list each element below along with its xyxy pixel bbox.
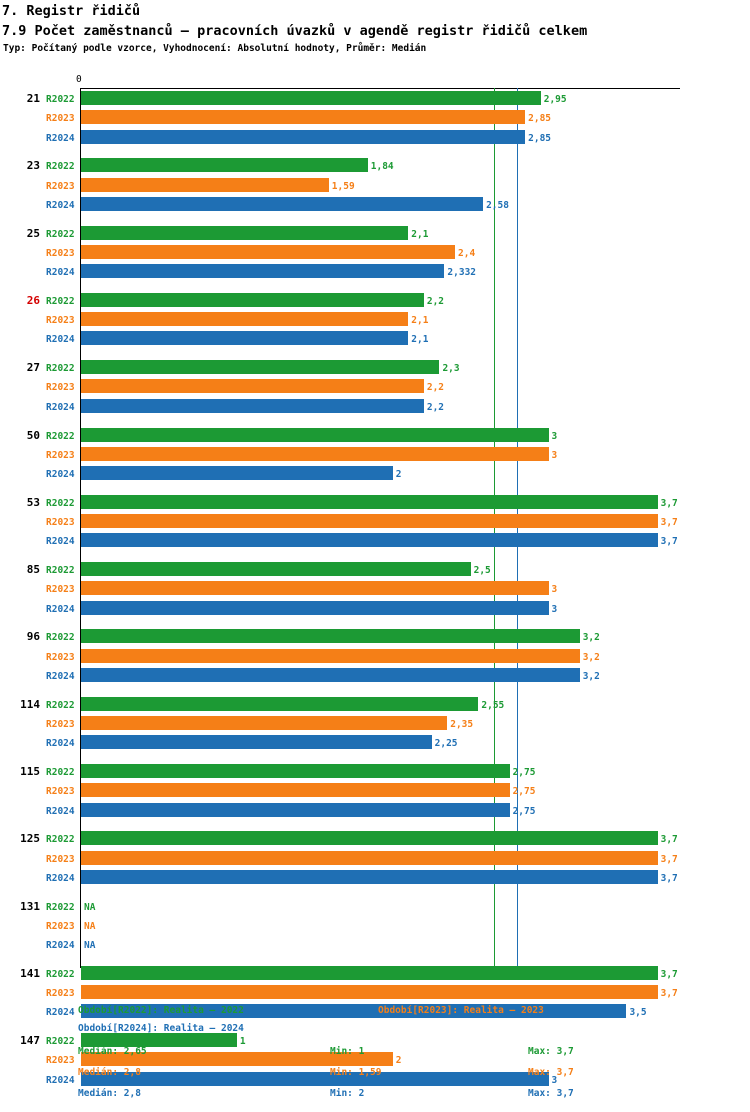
bar-value-label: 2,2 <box>426 401 445 413</box>
bar-row <box>0 91 750 109</box>
bar-value-label: 2,332 <box>447 267 477 279</box>
group-label-27: 27 <box>26 361 40 375</box>
bar-row <box>0 226 750 244</box>
bar-value-na: NA <box>84 901 96 913</box>
series-label-R2023: R2023 <box>46 382 75 394</box>
series-label-R2024: R2024 <box>46 940 75 952</box>
group-label-21: 21 <box>26 92 40 105</box>
series-label-R2023: R2023 <box>46 584 75 596</box>
bar-141-R2022[interactable] <box>81 966 658 980</box>
bar-53-R2023[interactable] <box>81 514 658 528</box>
bar-group <box>0 764 750 822</box>
stats-row <box>0 1067 750 1088</box>
bar-value-label: 2,3 <box>442 363 460 375</box>
group-label-25: 25 <box>26 226 40 240</box>
bar-row <box>0 918 750 936</box>
bar-row <box>0 629 750 647</box>
bar-row <box>0 245 750 263</box>
series-label-R2022: R2022 <box>46 565 75 577</box>
bar-114-R2024[interactable] <box>81 735 432 749</box>
stat-max-2: Max: 3,7 <box>528 1067 574 1078</box>
page-title-section: 7. Registr řidičů <box>2 3 141 19</box>
bar-96-R2023[interactable] <box>81 649 580 663</box>
series-label-R2023: R2023 <box>46 988 75 1000</box>
bar-row <box>0 803 750 821</box>
bar-row <box>0 110 750 128</box>
bar-value-na: NA <box>84 920 96 932</box>
bar-value-label: 2,55 <box>481 699 505 711</box>
series-label-R2023: R2023 <box>46 853 75 865</box>
series-label-R2022: R2022 <box>46 94 75 105</box>
series-label-R2023: R2023 <box>46 920 75 932</box>
bar-row <box>0 264 750 282</box>
bar-23-R2024[interactable] <box>81 197 483 211</box>
series-label-R2022: R2022 <box>46 699 75 711</box>
bar-value-label: 1,59 <box>331 180 355 192</box>
group-label-53: 53 <box>26 495 40 509</box>
bar-27-R2023[interactable] <box>81 379 424 393</box>
series-label-R2024: R2024 <box>46 267 75 279</box>
bar-row <box>0 293 750 311</box>
group-label-147: 147 <box>20 1034 40 1048</box>
bar-group <box>0 495 750 553</box>
series-label-R2022: R2022 <box>46 363 75 375</box>
bar-50-R2024[interactable] <box>81 466 393 480</box>
bar-value-label: 2 <box>395 1055 402 1067</box>
bar-group <box>0 91 750 149</box>
legend-item-2[interactable]: Období[R2023]: Realita – 2023 <box>378 1005 544 1016</box>
stat-min-1: Min: 1 <box>330 1046 365 1057</box>
bar-value-label: 2,75 <box>512 786 536 798</box>
group-label-26: 26 <box>26 293 40 307</box>
bar-group <box>0 697 750 755</box>
bar-53-R2022[interactable] <box>81 495 658 509</box>
bar-group <box>0 226 750 284</box>
bar-value-label: 2,95 <box>543 94 567 105</box>
series-label-R2023: R2023 <box>46 786 75 798</box>
legend-item-1[interactable]: Období[R2022]: Realita – 2022 <box>78 1005 244 1016</box>
group-label-50: 50 <box>26 428 40 442</box>
stat-max-3: Max: 3,7 <box>528 1088 574 1099</box>
bar-value-label: 3,5 <box>629 1007 647 1019</box>
series-label-R2024: R2024 <box>46 132 75 144</box>
series-label-R2024: R2024 <box>46 401 75 413</box>
bar-141-R2023[interactable] <box>81 985 658 999</box>
series-label-R2023: R2023 <box>46 315 75 327</box>
series-label-R2022: R2022 <box>46 497 75 509</box>
series-label-R2023: R2023 <box>46 113 75 125</box>
bar-value-label: 2,85 <box>528 132 552 144</box>
axis-top-line <box>80 88 680 89</box>
bar-value-label: 2,5 <box>473 565 491 577</box>
series-label-R2023: R2023 <box>46 1055 75 1067</box>
bar-114-R2023[interactable] <box>81 716 447 730</box>
series-label-R2022: R2022 <box>46 295 75 307</box>
series-label-R2023: R2023 <box>46 718 75 730</box>
bar-25-R2023[interactable] <box>81 245 455 259</box>
bar-row <box>0 899 750 917</box>
group-label-141: 141 <box>20 966 40 980</box>
bar-group <box>0 562 750 620</box>
bar-115-R2024[interactable] <box>81 803 510 817</box>
series-label-R2024: R2024 <box>46 536 75 548</box>
series-label-R2023: R2023 <box>46 180 75 192</box>
series-label-R2024: R2024 <box>46 872 75 884</box>
series-label-R2024: R2024 <box>46 670 75 682</box>
stat-max-1: Max: 3,7 <box>528 1046 574 1057</box>
series-label-R2023: R2023 <box>46 247 75 259</box>
bar-value-label: 3,7 <box>660 872 678 884</box>
bar-value-label: 2,85 <box>528 113 552 125</box>
bar-value-label: 2,58 <box>486 199 509 211</box>
bar-value-label: 2,35 <box>450 718 474 730</box>
bar-row <box>0 312 750 330</box>
bar-row <box>0 649 750 667</box>
chart-stats <box>0 1046 750 1109</box>
bar-27-R2022[interactable] <box>81 360 439 374</box>
series-label-R2022: R2022 <box>46 834 75 846</box>
bar-115-R2023[interactable] <box>81 783 510 797</box>
series-label-R2022: R2022 <box>46 430 75 442</box>
series-label-R2023: R2023 <box>46 449 75 461</box>
bar-group <box>0 629 750 687</box>
bar-53-R2024[interactable] <box>81 533 658 547</box>
group-label-96: 96 <box>26 630 40 644</box>
legend-row <box>0 1023 750 1041</box>
bar-group <box>0 293 750 351</box>
bar-row <box>0 581 750 599</box>
bar-row <box>0 831 750 849</box>
bar-50-R2023[interactable] <box>81 447 549 461</box>
group-label-125: 125 <box>20 832 40 846</box>
bar-value-label: 2,2 <box>426 295 445 307</box>
bar-value-label: 3 <box>551 1074 558 1086</box>
bar-value-label: 3,7 <box>660 536 678 548</box>
bar-row <box>0 937 750 955</box>
bar-row <box>0 764 750 782</box>
bar-row <box>0 668 750 686</box>
bar-value-label: 3,2 <box>582 651 600 663</box>
bar-value-label: 3,7 <box>660 988 678 1000</box>
bar-row <box>0 601 750 619</box>
bar-85-R2022[interactable] <box>81 562 471 576</box>
bar-value-label: 2,25 <box>434 738 458 750</box>
bar-value-label: 3,7 <box>660 968 678 980</box>
bar-value-label: 2,75 <box>512 805 536 817</box>
stats-row <box>0 1046 750 1067</box>
bar-21-R2023[interactable] <box>81 110 525 124</box>
bar-group <box>0 831 750 889</box>
series-label-R2022: R2022 <box>46 968 75 980</box>
series-label-R2024: R2024 <box>46 334 75 346</box>
stat-min-2: Min: 1,59 <box>330 1067 382 1078</box>
bar-row <box>0 966 750 984</box>
chart-legend <box>0 1005 750 1041</box>
bar-row <box>0 514 750 532</box>
series-label-R2023: R2023 <box>46 651 75 663</box>
bar-row <box>0 360 750 378</box>
bar-row <box>0 735 750 753</box>
bar-21-R2022[interactable] <box>81 91 541 105</box>
series-label-R2022: R2022 <box>46 1036 75 1048</box>
bar-114-R2022[interactable] <box>81 697 478 711</box>
stat-median-1: Medián: 2,65 <box>78 1046 147 1057</box>
bar-25-R2022[interactable] <box>81 226 408 240</box>
bar-value-label: 2,1 <box>411 315 429 327</box>
group-label-23: 23 <box>26 159 40 173</box>
bar-23-R2022[interactable] <box>81 158 368 172</box>
series-label-R2024: R2024 <box>46 603 75 615</box>
bar-value-label: 1,84 <box>370 161 394 173</box>
bar-96-R2024[interactable] <box>81 668 580 682</box>
page-title: 7.9 Počet zaměstnanců – pracovních úvazků v agendě registr řidičů celkem <box>2 23 588 39</box>
stat-median-2: Medián: 2,8 <box>78 1067 141 1078</box>
group-label-114: 114 <box>20 697 40 711</box>
series-label-R2024: R2024 <box>46 1074 75 1086</box>
bar-row <box>0 466 750 484</box>
bar-value-label: 2,4 <box>458 247 476 259</box>
stats-row <box>0 1088 750 1109</box>
series-label-R2024: R2024 <box>46 805 75 817</box>
bar-26-R2022[interactable] <box>81 293 424 307</box>
bar-115-R2022[interactable] <box>81 764 510 778</box>
bar-row <box>0 783 750 801</box>
bar-21-R2024[interactable] <box>81 130 525 144</box>
legend-row <box>0 1005 750 1023</box>
bar-value-label: 3,7 <box>660 497 678 509</box>
bar-value-label: 3,2 <box>582 670 600 682</box>
series-label-R2024: R2024 <box>46 469 75 481</box>
bar-value-label: 3,7 <box>660 517 678 529</box>
bar-row <box>0 985 750 1003</box>
bar-row <box>0 716 750 734</box>
bar-value-label: 3 <box>551 449 558 461</box>
bar-value-label: 2,2 <box>426 382 445 394</box>
bar-26-R2024[interactable] <box>81 331 408 345</box>
chart-subtitle: Typ: Počítaný podle vzorce, Vyhodnocení: Absolutní hodnoty, Průměr: Medián <box>3 43 427 54</box>
bar-row <box>0 331 750 349</box>
bar-value-label: 3,7 <box>660 834 678 846</box>
stat-median-3: Medián: 2,8 <box>78 1088 141 1099</box>
bar-value-label: 3 <box>551 603 558 615</box>
bar-row <box>0 447 750 465</box>
bar-value-label: 3 <box>551 584 558 596</box>
series-label-R2022: R2022 <box>46 901 75 913</box>
bar-125-R2022[interactable] <box>81 831 658 845</box>
bar-group <box>0 899 750 957</box>
bar-value-label: 3,2 <box>582 632 600 644</box>
group-label-131: 131 <box>20 899 40 913</box>
bar-group <box>0 428 750 486</box>
bar-125-R2024[interactable] <box>81 870 658 884</box>
bar-row <box>0 495 750 513</box>
stat-min-3: Min: 2 <box>330 1088 365 1099</box>
series-label-R2022: R2022 <box>46 767 75 778</box>
bar-row <box>0 178 750 196</box>
axis-zero-label: 0 <box>76 74 82 85</box>
bar-row <box>0 379 750 397</box>
series-label-R2023: R2023 <box>46 517 75 529</box>
series-label-R2024: R2024 <box>46 199 75 211</box>
bar-27-R2024[interactable] <box>81 399 424 413</box>
bar-23-R2023[interactable] <box>81 178 329 192</box>
bar-value-na: NA <box>84 940 96 952</box>
series-label-R2022: R2022 <box>46 228 75 240</box>
legend-item-3[interactable]: Období[R2024]: Realita – 2024 <box>78 1023 244 1034</box>
bar-row <box>0 197 750 215</box>
bar-group <box>0 360 750 418</box>
bar-125-R2023[interactable] <box>81 851 658 865</box>
bar-value-label: 2 <box>395 469 402 481</box>
bar-row <box>0 428 750 446</box>
bar-26-R2023[interactable] <box>81 312 408 326</box>
group-label-85: 85 <box>26 563 40 577</box>
group-label-115: 115 <box>20 765 40 778</box>
bar-96-R2022[interactable] <box>81 629 580 643</box>
bar-group <box>0 158 750 216</box>
bar-25-R2024[interactable] <box>81 264 444 278</box>
bar-value-label: 2,1 <box>411 334 429 346</box>
bar-row <box>0 562 750 580</box>
bar-value-label: 2,1 <box>411 228 429 240</box>
bar-row <box>0 697 750 715</box>
bar-row <box>0 399 750 417</box>
bar-value-label: 3 <box>551 430 558 442</box>
bar-row <box>0 533 750 551</box>
bar-row <box>0 130 750 148</box>
bar-value-label: 1 <box>239 1036 246 1048</box>
bar-50-R2022[interactable] <box>81 428 549 442</box>
bar-value-label: 2,75 <box>512 767 536 778</box>
bar-85-R2023[interactable] <box>81 581 549 595</box>
series-label-R2024: R2024 <box>46 738 75 750</box>
bar-85-R2024[interactable] <box>81 601 549 615</box>
bar-row <box>0 158 750 176</box>
bar-value-label: 3,7 <box>660 853 678 865</box>
bar-row <box>0 870 750 888</box>
series-label-R2022: R2022 <box>46 632 75 644</box>
bar-row <box>0 851 750 869</box>
series-label-R2024: R2024 <box>46 1007 75 1019</box>
series-label-R2022: R2022 <box>46 161 75 173</box>
